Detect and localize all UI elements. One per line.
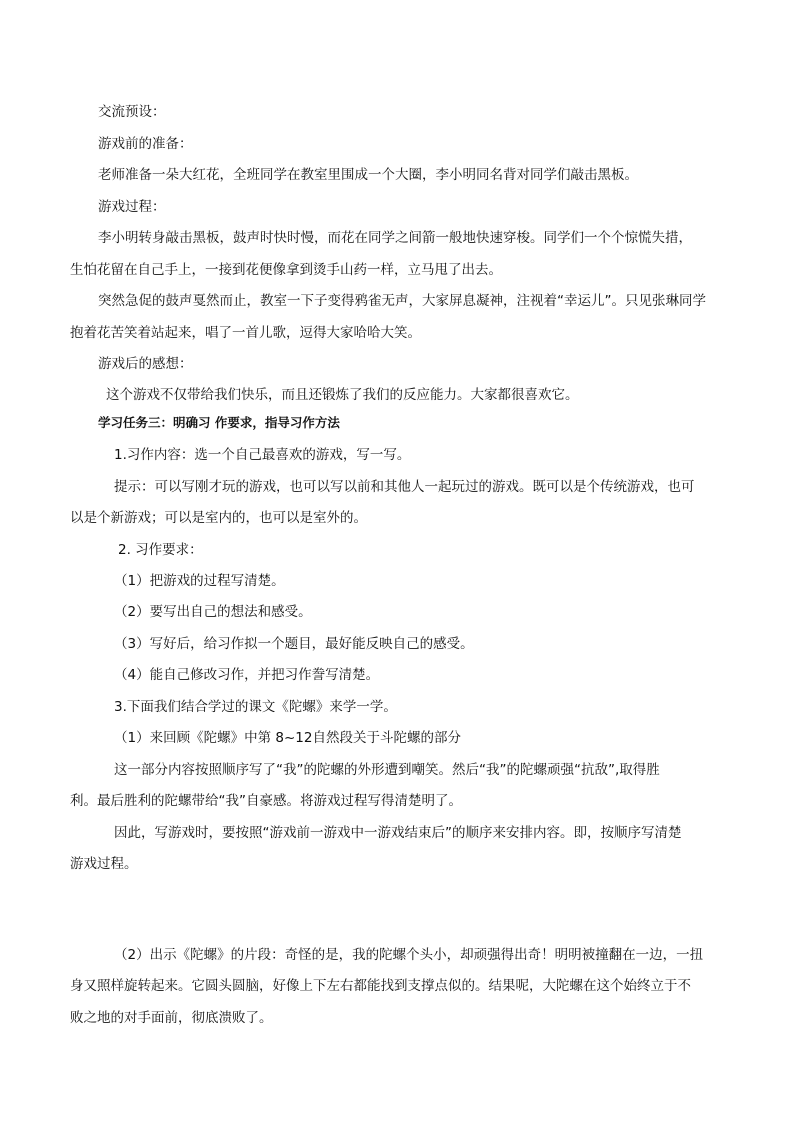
text-line: （1）来回顾《陀螺》中第 8~12自然段关于斗陀螺的部分 [114,730,461,746]
text-line: 游戏前的准备： [98,136,193,152]
text-line: 身又照样旋转起来。它圆头圆脑，好像上下左右都能找到支撑点似的。结果呢，大陀螺在这个始终立于不 [70,978,691,994]
text-line: 抱着花苦笑着站起来，唱了一首儿歌，逗得大家哈哈大笑。 [70,325,421,341]
text-line: （1）把游戏的过程写清楚。 [114,573,285,589]
text-line: 3.下面我们结合学过的课文《陀螺》来学一学。 [114,699,397,715]
section-heading: 学习任务三：明确习 作要求，指导习作方法 [98,415,340,430]
text-line: 突然急促的鼓声戛然而止，教室一下子变得鸦雀无声，大家屏息凝神，注视着“幸运儿”。只见张琳同学 [98,293,706,309]
text-line: 这个游戏不仅带给我们快乐，而且还锻炼了我们的反应能力。大家都很喜欢它。 [106,387,579,403]
text-line: （4）能自己修改习作，并把习作誊写清楚。 [114,667,380,683]
text-line: 老师准备一朵大红花，全班同学在教室里围成一个大圈，李小明同名背对同学们敲击黑板。 [98,167,638,183]
text-line: 以是个新游戏；可以是室内的，也可以是室外的。 [70,510,367,526]
text-line: 交流预设： [98,104,166,120]
text-line: 2. 习作要求： [118,542,203,558]
text-line: 提示：可以写刚才玩的游戏，也可以写以前和其他人一起玩过的游戏。既可以是个传统游戏，也可 [114,479,695,495]
text-line: 游戏过程。 [70,856,138,872]
text-line: 利。最后胜利的陀螺带给“我”自豪感。将游戏过程写得清楚明了。 [70,793,462,809]
text-line: （2）要写出自己的想法和感受。 [114,604,312,620]
text-line: 败之地的对手面前，彻底溃败了。 [70,1010,273,1026]
text-line: 1.习作内容：选一个自己最喜欢的游戏，写一写。 [114,447,411,463]
text-line: （2）出示《陀螺》的片段：奇怪的是，我的陀螺个头小，却顽强得出奇！明明被撞翻在一边，一扭 [114,947,704,963]
text-line: （3）写好后，给习作拟一个题目，最好能反映自己的感受。 [114,636,474,652]
text-line: 生怕花留在自己手上，一接到花便像拿到烫手山药一样，立马甩了出去。 [70,262,502,278]
text-line: 李小明转身敲击黑板，鼓声时快时慢，而花在同学之间箭一般地快速穿梭。同学们一个个惊慌失措， [98,230,692,246]
text-line: 游戏后的感想： [98,356,193,372]
text-line: 游戏过程： [98,199,166,215]
text-line: 这一部分内容按照顺序写了“我”的陀螺的外形遭到嘲笑。然后“我”的陀螺顽强“抗敌”,取得胜 [114,762,660,778]
text-line: 因此，写游戏时，要按照“游戏前一游戏中一游戏结束后”的顺序来安排内容。即，按顺序写清楚 [114,825,682,841]
